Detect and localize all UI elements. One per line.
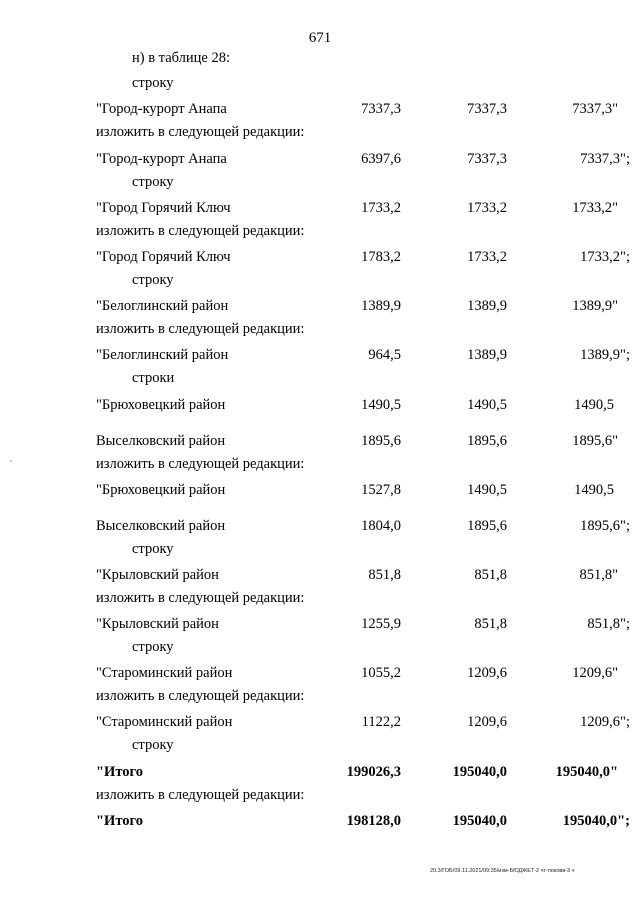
scan-speck (10, 460, 12, 462)
row-value-1: 1895,6 (361, 433, 401, 449)
total-value-2: 195040,0 (452, 813, 507, 829)
page-number: 671 (308, 30, 332, 46)
instruction-text: изложить в следующей редакции: (96, 787, 305, 803)
row-value-2: 1733,2 (467, 200, 507, 216)
row-label: "Брюховецкий район (96, 482, 226, 498)
instruction-text: изложить в следующей редакции: (96, 456, 305, 472)
row-value-2: 1733,2 (467, 249, 507, 265)
instruction-text: изложить в следующей редакции: (96, 688, 305, 704)
row-value-2: 1389,9 (467, 298, 507, 314)
total-value-1: 198128,0 (346, 813, 401, 829)
total-value-3: 195040,0" (555, 764, 618, 780)
row-value-2: 1490,5 (467, 397, 507, 413)
row-value-2: 1389,9 (467, 347, 507, 363)
row-value-2: 851,8 (474, 616, 507, 632)
instruction-text: строку (132, 75, 174, 91)
total-label: "Итого (96, 764, 143, 780)
row-value-3: 1389,9"; (580, 347, 630, 363)
row-value-1: 1804,0 (361, 518, 401, 534)
row-value-1: 1783,2 (361, 249, 401, 265)
row-value-1: 6397,6 (361, 151, 401, 167)
row-value-3: 1209,6"; (580, 714, 630, 730)
row-label: "Крыловский район (96, 567, 219, 583)
row-value-3: 7337,3"; (580, 151, 630, 167)
row-label: "Староминский район (96, 714, 233, 730)
row-value-2: 1895,6 (467, 433, 507, 449)
row-label: "Белоглинский район (96, 298, 229, 314)
row-label: Выселковский район (96, 433, 226, 449)
footer-stamp: 20.3/ГОБ/09.11.2021/09:35/изм-БЮДЖЕТ-2 чт-поковв-3 ч (430, 868, 575, 874)
row-label: "Староминский район (96, 665, 233, 681)
instruction-text: строку (132, 639, 174, 655)
intro-text: н) в таблице 28: (132, 50, 230, 66)
row-value-1: 1122,2 (361, 714, 401, 730)
row-value-1: 1527,8 (361, 482, 401, 498)
row-value-1: 1389,9 (361, 298, 401, 314)
total-label: "Итого (96, 813, 143, 829)
row-value-2: 1895,6 (467, 518, 507, 534)
row-label: Выселковский район (96, 518, 226, 534)
row-value-1: 851,8 (368, 567, 401, 583)
row-value-3: 851,8" (579, 567, 618, 583)
row-label: "Брюховецкий район (96, 397, 226, 413)
row-value-2: 851,8 (474, 567, 507, 583)
row-label: "Крыловский район (96, 616, 219, 632)
total-value-2: 195040,0 (452, 764, 507, 780)
row-value-2: 1209,6 (467, 714, 507, 730)
row-value-2: 1490,5 (467, 482, 507, 498)
row-label: "Город Горячий Ключ (96, 249, 231, 265)
row-value-1: 1733,2 (361, 200, 401, 216)
instruction-text: строки (132, 370, 175, 386)
instruction-text: изложить в следующей редакции: (96, 590, 305, 606)
row-value-3: 851,8"; (587, 616, 630, 632)
row-value-1: 964,5 (368, 347, 401, 363)
instruction-text: изложить в следующей редакции: (96, 321, 305, 337)
row-value-2: 1209,6 (467, 665, 507, 681)
row-value-3: 1895,6" (572, 433, 618, 449)
row-label: "Белоглинский район (96, 347, 229, 363)
row-value-3: 7337,3" (572, 101, 618, 117)
row-value-1: 1255,9 (361, 616, 401, 632)
row-value-1: 1055,2 (361, 665, 401, 681)
row-label: "Город-курорт Анапа (96, 151, 227, 167)
instruction-text: строку (132, 541, 174, 557)
row-value-3: 1490,5 (574, 397, 614, 413)
instruction-text: изложить в следующей редакции: (96, 223, 305, 239)
row-label: "Город-курорт Анапа (96, 101, 227, 117)
row-value-3: 1895,6"; (580, 518, 630, 534)
row-value-3: 1733,2"; (580, 249, 630, 265)
row-label: "Город Горячий Ключ (96, 200, 231, 216)
instruction-text: строку (132, 737, 174, 753)
instruction-text: изложить в следующей редакции: (96, 124, 305, 140)
total-value-1: 199026,3 (346, 764, 401, 780)
row-value-3: 1733,2" (572, 200, 618, 216)
row-value-2: 7337,3 (467, 101, 507, 117)
row-value-1: 7337,3 (361, 101, 401, 117)
total-value-3: 195040,0"; (562, 813, 630, 829)
row-value-3: 1389,9" (572, 298, 618, 314)
row-value-3: 1209,6" (572, 665, 618, 681)
instruction-text: строку (132, 174, 174, 190)
instruction-text: строку (132, 272, 174, 288)
row-value-2: 7337,3 (467, 151, 507, 167)
row-value-1: 1490,5 (361, 397, 401, 413)
row-value-3: 1490,5 (574, 482, 614, 498)
